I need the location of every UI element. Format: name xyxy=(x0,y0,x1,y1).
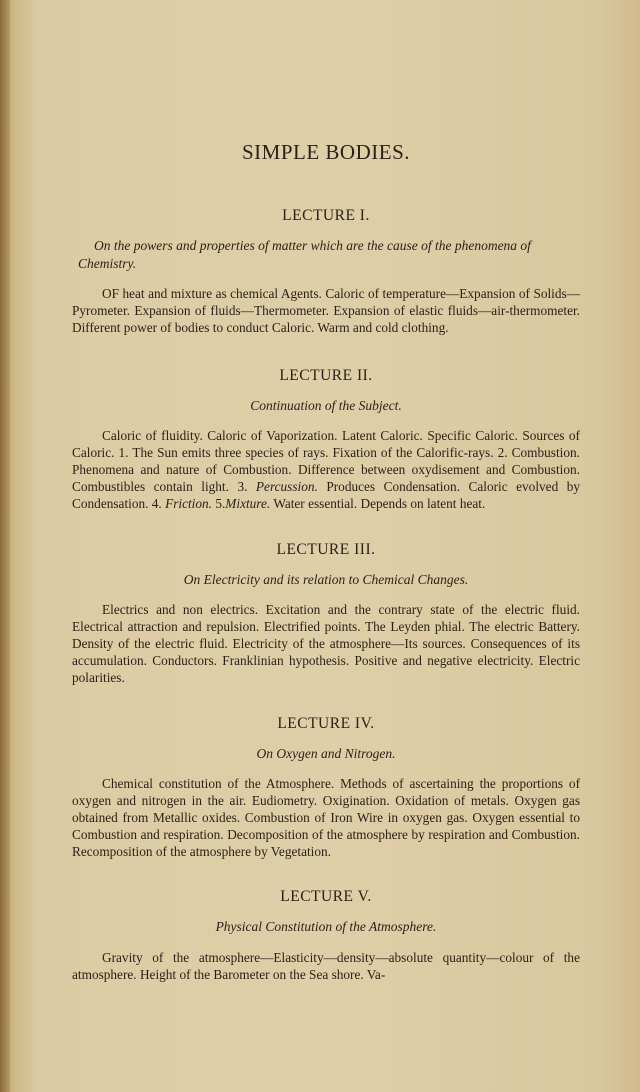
lecture-1-heading: LECTURE I. xyxy=(282,207,370,224)
lecture-3-subtitle: On Electricity and its relation to Chemical Changes. xyxy=(183,571,469,587)
lecture-2-heading: LECTURE II. xyxy=(279,366,373,384)
lecture-3 xyxy=(72,541,580,687)
lecture-4 xyxy=(72,715,580,861)
lecture-5-subtitle: Physical Constitution of the Atmosphere. xyxy=(215,919,437,935)
page-content xyxy=(72,140,580,984)
lecture-2-body-part-a: Caloric of fluidity. Caloric of Vaporization. Latent Caloric. Specific Caloric. Sources of Caloric. 1. The Sun emits three species of rays. Fixation of the Calorific-rays. 2. Combustion. Phenomena and nature of Combustion. Difference between oxydisement and Combustion. Combustibles contain light. 3. xyxy=(72,428,580,494)
lecture-3-body: Electrics and non electrics. Excitation and the contrary state of the electric fluid. Electrical attraction and repulsion. Electrified points. The Leyden phial. The electric Battery. Density of the electric fluid. Electricity of the atmosphere—Its sources. Consequences of its accumulation. Conductors. Franklinian hypothesis. Positive and negative electricity. Electric polarities. xyxy=(72,602,580,685)
lecture-2-subtitle: Continuation of the Subject. xyxy=(250,397,402,413)
lecture-2-body xyxy=(72,428,580,512)
lecture-1-body: OF heat and mixture as chemical Agents. Caloric of temperature—Expansion of Solids—Pyrometer. Expansion of fluids—Thermometer. Expansion of elastic fluids—air-thermometer. Different power of bodies to conduct Caloric. Warm and cold clothing. xyxy=(72,286,580,335)
lecture-1-subtitle: On the powers and properties of matter which are the cause of the phenomena of Chemistry. xyxy=(78,238,531,271)
lecture-2-body-part-e: 5. xyxy=(215,495,226,511)
lecture-5-heading: LECTURE V. xyxy=(280,888,372,906)
page-title: SIMPLE BODIES. xyxy=(241,140,411,164)
lecture-2-body-percussion: Percussion. xyxy=(255,478,318,494)
lecture-2-body-part-c: Produces Condensation. Caloric evolved by Condensation. 4. xyxy=(72,478,581,511)
lecture-3-heading: LECTURE III. xyxy=(276,540,376,558)
lecture-2-body-mixture: Mixture. xyxy=(225,495,271,511)
lecture-2 xyxy=(72,367,580,513)
lecture-1 xyxy=(72,207,580,337)
page-spine-shadow xyxy=(0,0,10,1092)
lecture-4-body: Chemical constitution of the Atmosphere. Methods of ascertaining the proportions of oxygen and nitrogen in the air. Eudiometry. Oxigination. Oxidation of metals. Oxygen gas obtained from Metallic oxides. Combustion of Iron Wire in oxygen gas. Oxygen essential to Combustion and respiration. Decomposition of the atmosphere by respiration and Combustion. Recomposition of the atmosphere by Vegetation. xyxy=(72,776,580,859)
lecture-2-body-friction: Friction. xyxy=(165,495,212,511)
lecture-5-body: Gravity of the atmosphere—Elasticity—density—absolute quantity—colour of the atmosphere. Height of the Barometer on the Sea shore. Va- xyxy=(72,950,580,982)
lecture-4-subtitle: On Oxygen and Nitrogen. xyxy=(256,745,396,761)
lecture-4-heading: LECTURE IV. xyxy=(277,714,375,732)
lecture-2-body-part-g: Water essential. Depends on latent heat. xyxy=(273,495,486,511)
lecture-5 xyxy=(72,888,580,983)
